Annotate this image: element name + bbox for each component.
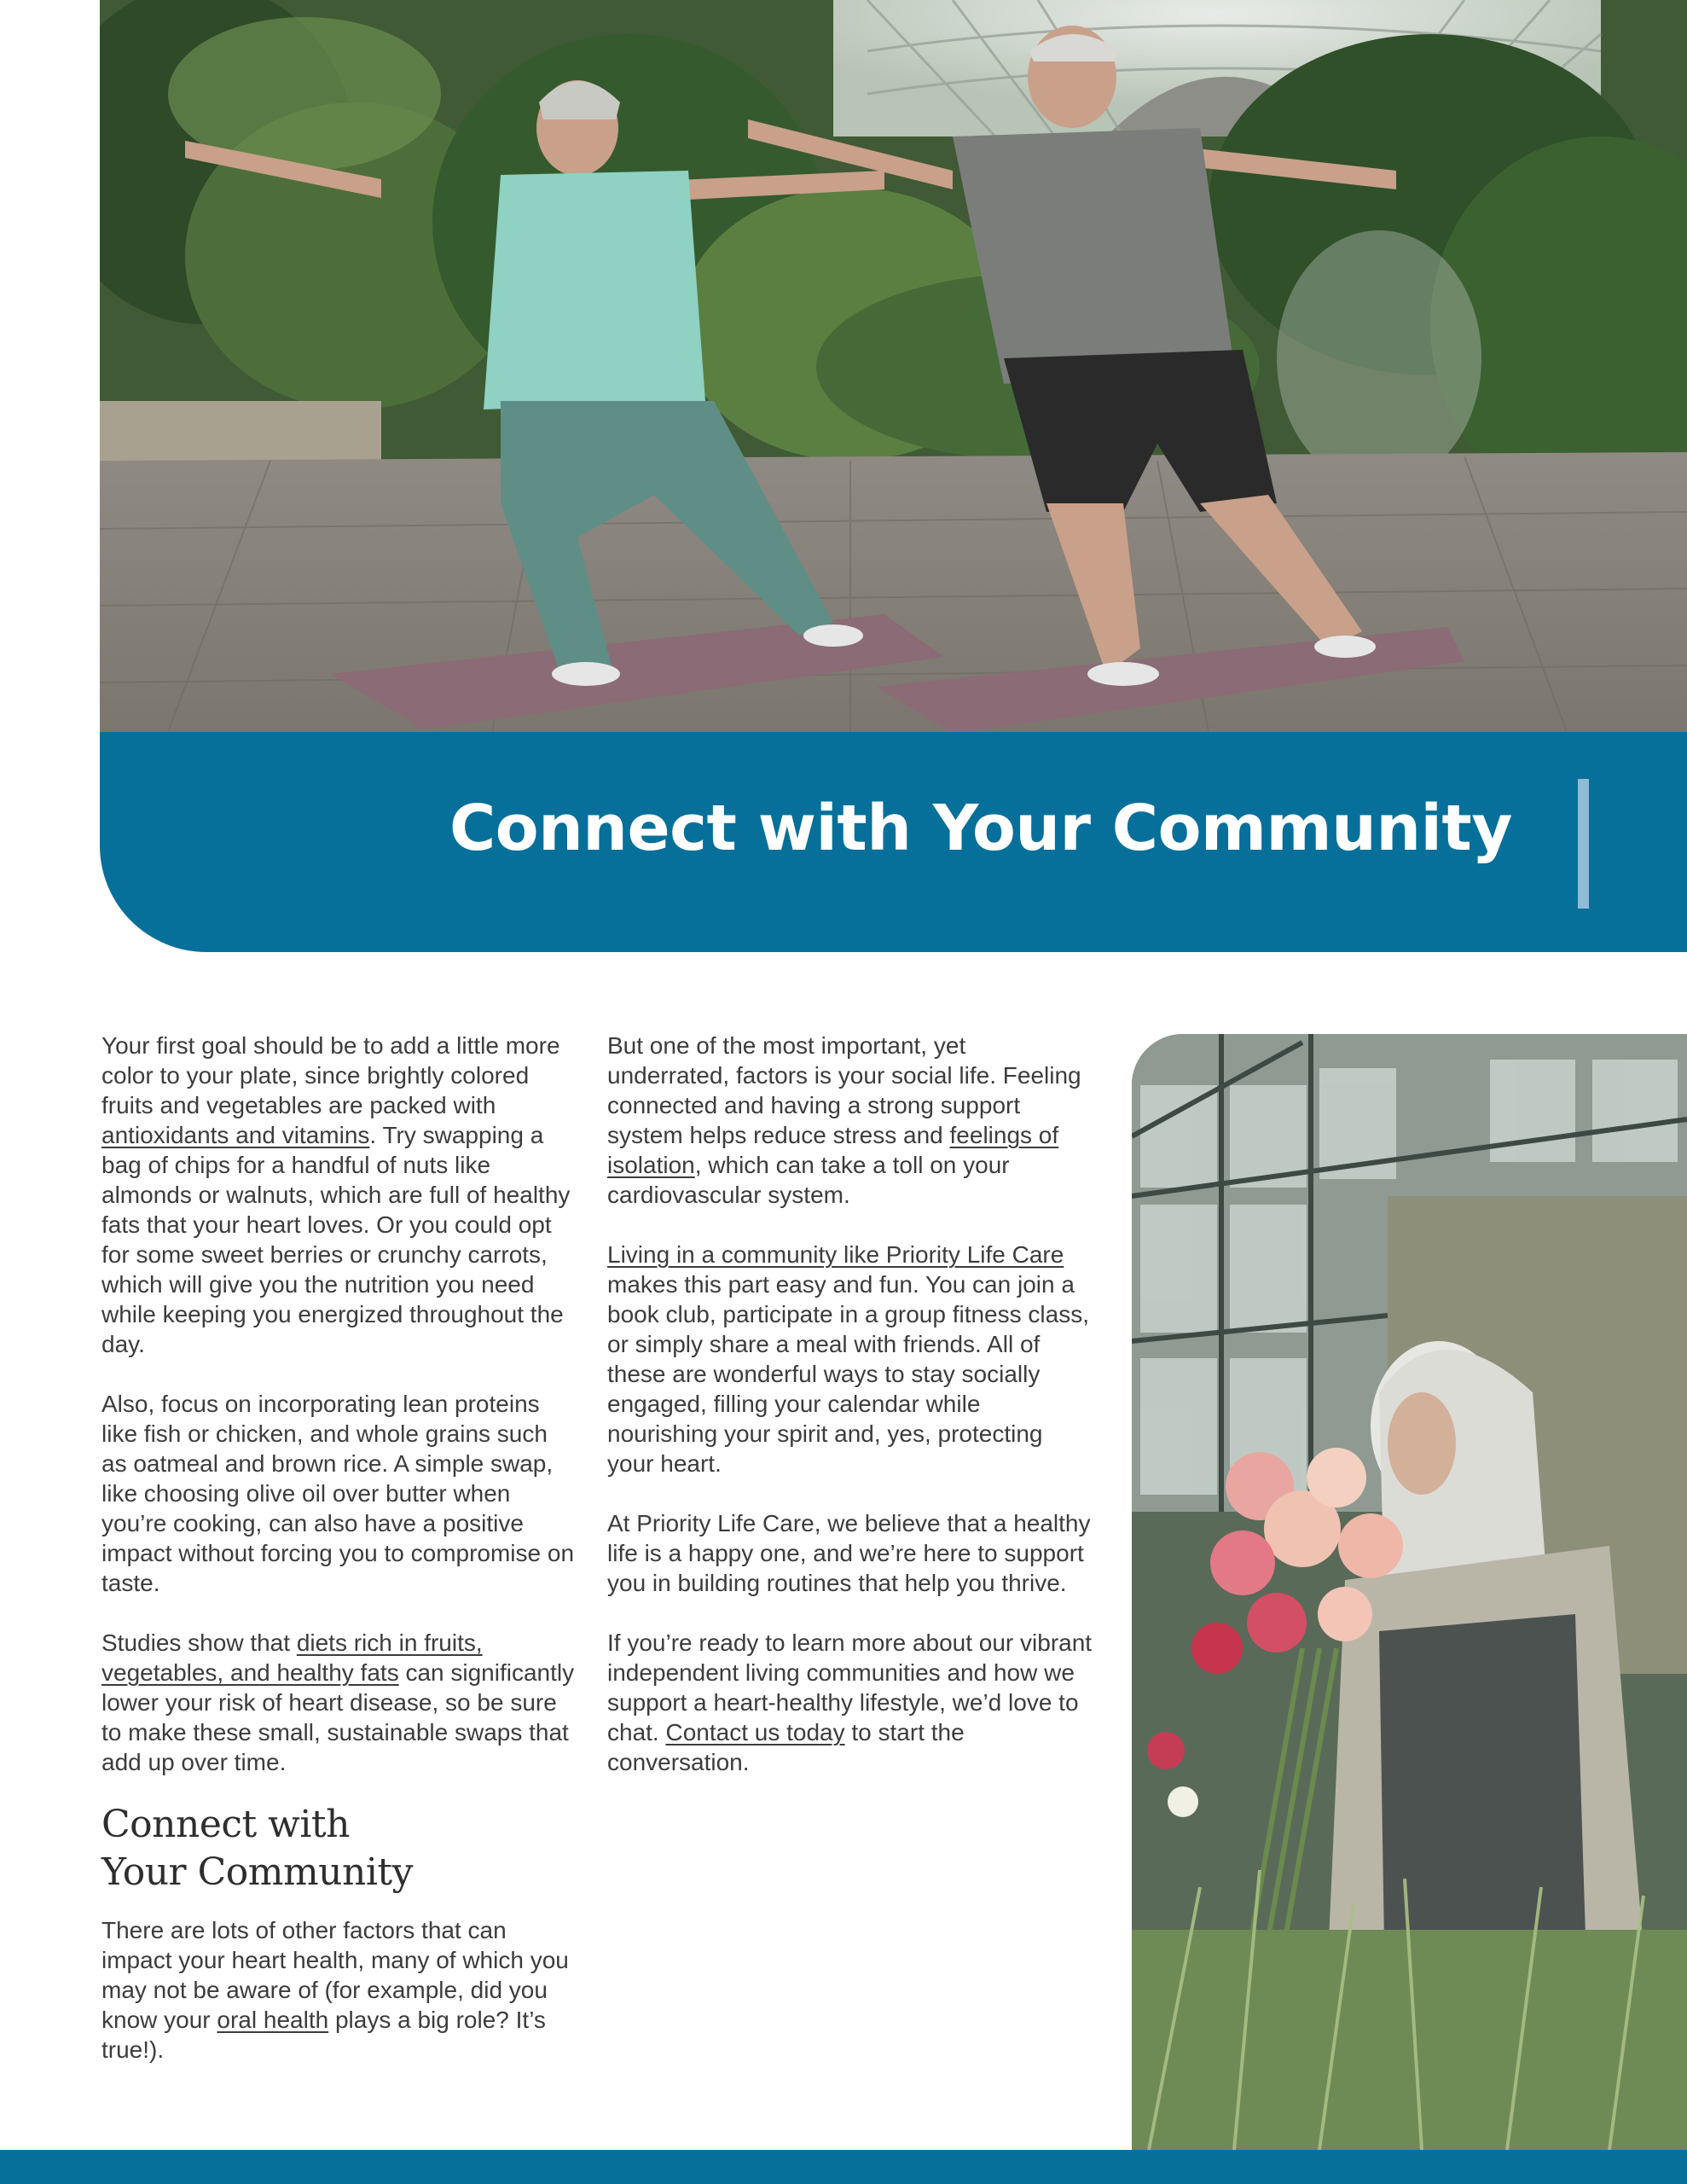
hero-photo-yoga-couple [100, 0, 1687, 732]
title-banner [100, 732, 1687, 952]
paragraph-7: At Priority Life Care, we believe that a healthy life is a happy one, and we’re here to support you in building routines that help you thrive. [607, 1510, 1091, 1596]
section-heading-line-2: Your Community [101, 1850, 413, 1894]
paragraph-4 [101, 1915, 579, 2065]
paragraph-3 [101, 1628, 579, 1777]
article-column-1 [101, 1031, 579, 2094]
section-heading-line-1: Connect with [101, 1803, 350, 1846]
link-oral-health[interactable]: oral health [217, 2007, 329, 2033]
banner-title: Connect with Your Community [449, 792, 1512, 865]
paragraph-5-text-b: , which can take a toll on your cardiovascular system. [607, 1152, 1010, 1208]
section-heading [101, 1801, 579, 1896]
link-contact-us-today[interactable]: Contact us today [665, 1719, 845, 1745]
paragraph-8-text-a: If you’re ready to learn more about our vibrant independent living communities and how we support a heart-healthy lifestyle, we’d love to chat. [607, 1629, 1093, 1745]
link-living-in-a-community[interactable]: Living in a community like Priority Life Care [607, 1241, 1064, 1268]
side-photo-woman-with-flowers [1132, 1034, 1687, 2150]
footer-bar [0, 2150, 1687, 2184]
paragraph-6 [607, 1240, 1093, 1478]
paragraph-3-text-b: can significantly lower your risk of heart disease, so be sure to make these small, sustainable swaps that add up over time. [101, 1659, 575, 1775]
paragraph-1 [101, 1031, 579, 1359]
paragraph-4-text-b: plays a big role? It’s true!). [101, 2007, 546, 2063]
paragraph-4-text-a: There are lots of other factors that can impact your heart health, many of which you may not be aware of (for example, did you know your [101, 1917, 569, 2033]
link-diets-rich[interactable]: diets rich in fruits, vegetables, and healthy fats [101, 1629, 483, 1686]
paragraph-6-text: makes this part easy and fun. You can join a book club, participate in a group fitness class, or simply share a meal with friends. All of these are wonderful ways to stay socially engaged, filling your calendar while nourishing your spirit and, yes, protecting your heart. [607, 1271, 1089, 1477]
paragraph-3-text-a: Studies show that [101, 1629, 297, 1656]
paragraph-1-text-a: Your first goal should be to add a little more color to your plate, since brightly colored fruits and vegetables are packed with [101, 1032, 560, 1118]
link-antioxidants-and-vitamins[interactable]: antioxidants and vitamins [101, 1122, 370, 1148]
paragraph-2: Also, focus on incorporating lean proteins like fish or chicken, and whole grains such as oatmeal and brown rice. A simple swap, like choosing olive oil over butter when you’re cooking, can also have a positive impact without forcing you to compromise on taste. [101, 1391, 575, 1596]
paragraph-1-text-b: . Try swapping a bag of chips for a handful of nuts like almonds or walnuts, which are full of healthy fats that your heart loves. Or you could opt for some sweet berries or crunchy carrots, which will give you the nutrition you need while keeping you energized throughout the day. [101, 1122, 571, 1357]
paragraph-5 [607, 1031, 1093, 1210]
article-column-2 [607, 1031, 1093, 1807]
paragraph-8 [607, 1628, 1093, 1777]
banner-accent-bar [1578, 779, 1589, 909]
paragraph-5-text-a: But one of the most important, yet underrated, factors is your social life. Feeling connected and having a strong support system helps reduce stress and [607, 1032, 1081, 1148]
paragraph-8-text-b: to start the conversation. [607, 1719, 965, 1775]
link-feelings-of-isolation[interactable]: feelings of isolation [607, 1122, 1059, 1178]
